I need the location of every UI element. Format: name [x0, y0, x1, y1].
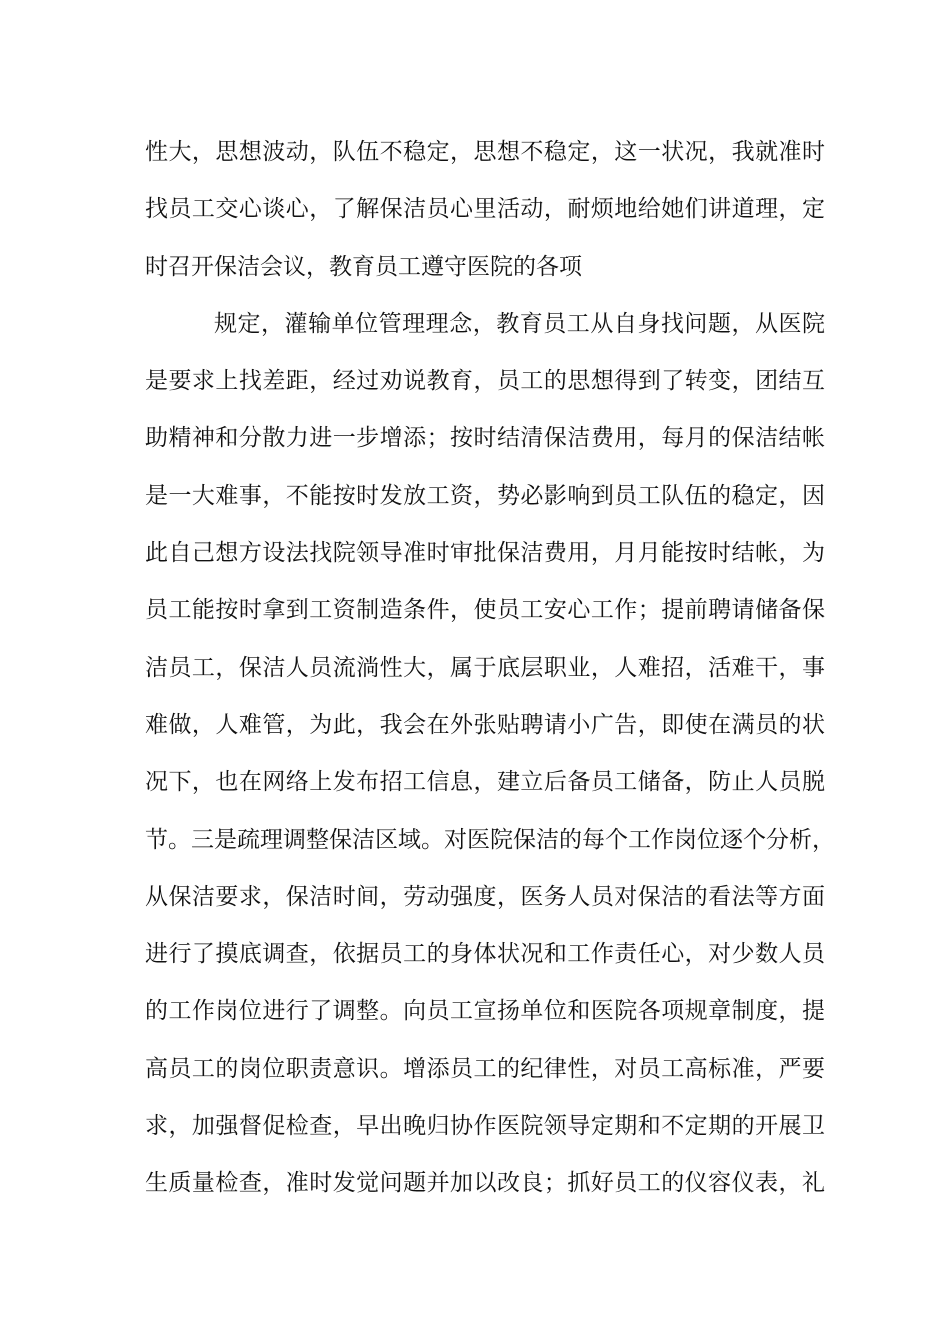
text-line: 的工作岗位进行了调整。向员工宣扬单位和医院各项规章制度，提 — [145, 998, 825, 1025]
text-line: 助精神和分散力进一步增添；按时结清保洁费用，每月的保洁结帐 — [145, 425, 825, 452]
text-line: 时召开保洁会议，教育员工遵守医院的各项 — [145, 253, 582, 280]
text-line: 节。三是疏理调整保洁区域。对医院保洁的每个工作岗位逐个分析， — [145, 826, 835, 853]
text-line: 洁员工，保洁人员流淌性大，属于底层职业，人难招，活难干，事 — [145, 654, 825, 681]
text-line: 员工能按时拿到工资制造条件，使员工安心工作；提前聘请储备保 — [145, 597, 825, 624]
text-line: 是要求上找差距，经过劝说教育，员工的思想得到了转变，团结互 — [145, 368, 825, 395]
text-line: 难做，人难管，为此，我会在外张贴聘请小广告，即使在满员的状 — [145, 711, 825, 738]
text-line: 况下，也在网络上发布招工信息，建立后备员工储备，防止人员脱 — [145, 769, 825, 796]
text-line: 高员工的岗位职责意识。增添员工的纪律性，对员工高标准，严要 — [145, 1055, 825, 1082]
paragraph-first-line: 规定，灌输单位管理理念，教育员工从自身找问题，从医院 — [214, 310, 825, 337]
text-line: 生质量检查，准时发觉问题并加以改良；抓好员工的仪容仪表，礼 — [145, 1170, 825, 1197]
text-line: 求，加强督促检查，早出晚归协作医院领导定期和不定期的开展卫 — [145, 1113, 825, 1140]
body-text — [145, 124, 835, 1213]
text-line: 找员工交心谈心，了解保洁员心里活动，耐烦地给她们讲道理，定 — [145, 196, 825, 223]
text-line: 性大，思想波动，队伍不稳定，思想不稳定，这一状况，我就准时 — [145, 139, 825, 165]
text-line: 进行了摸底调查，依据员工的身体状况和工作责任心，对少数人员 — [145, 941, 825, 968]
text-line: 从保洁要求，保洁时间，劳动强度，医务人员对保洁的看法等方面 — [145, 883, 825, 910]
text-line: 此自己想方设法找院领导准时审批保洁费用，月月能按时结帐，为 — [145, 540, 825, 567]
text-line: 是一大难事，不能按时发放工资，势必影响到员工队伍的稳定，因 — [145, 482, 825, 509]
